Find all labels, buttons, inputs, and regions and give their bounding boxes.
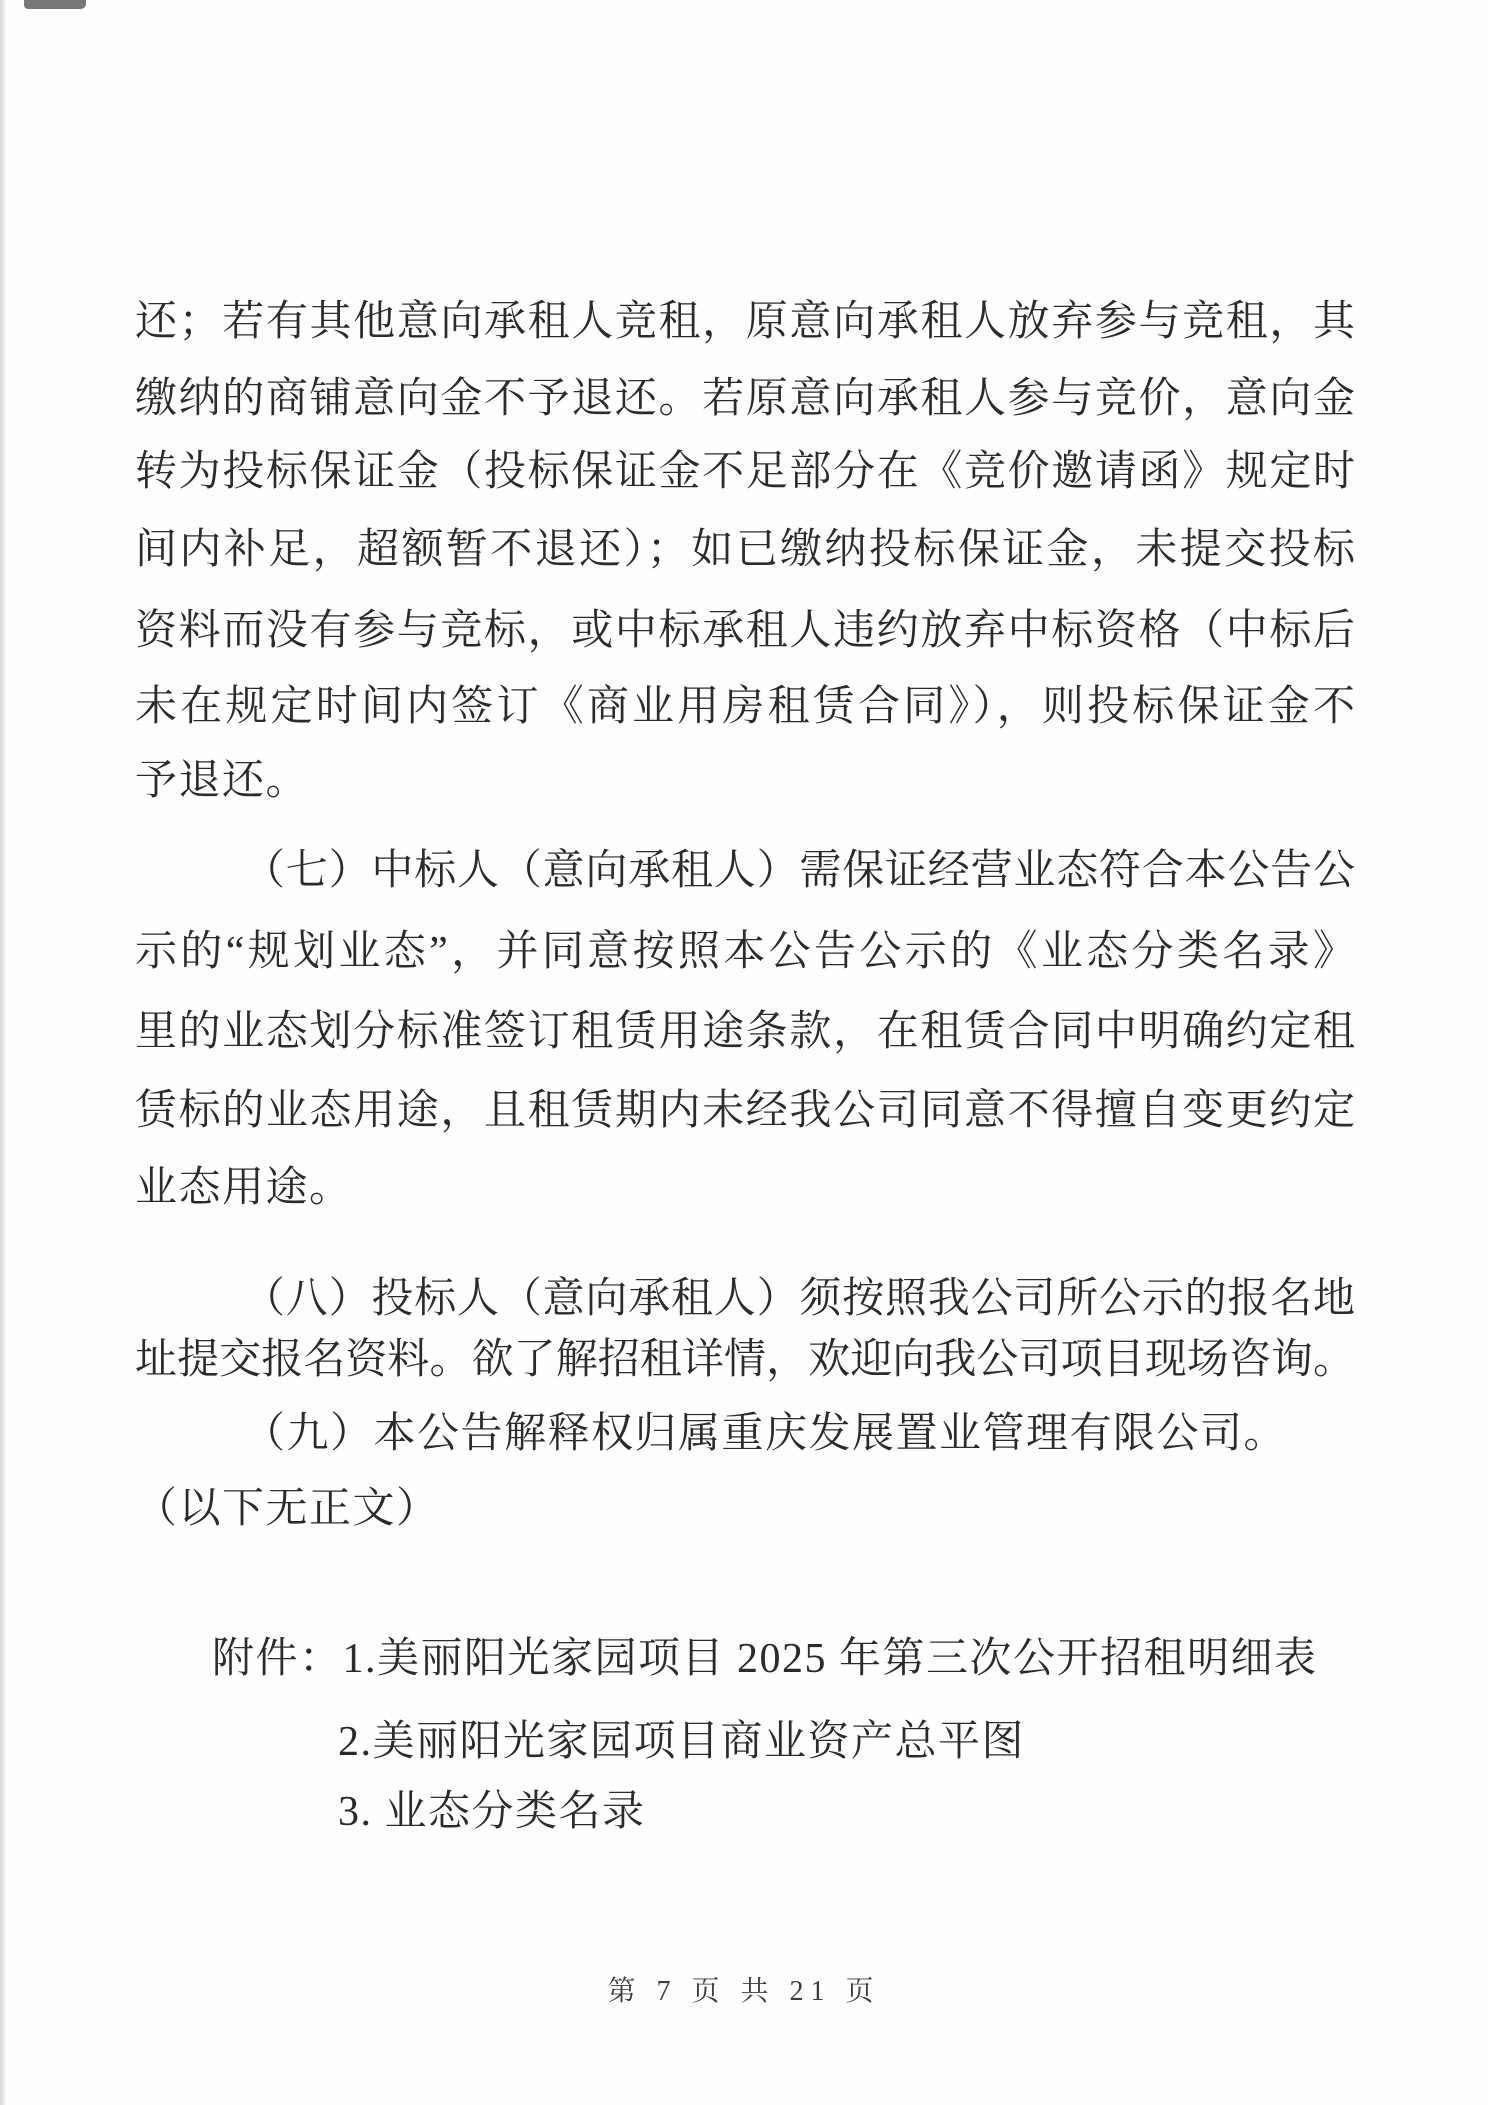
body-line: 缴纳的商铺意向金不予退还。若原意向承租人参与竞价，意向金 [135, 376, 1355, 422]
body-line: 还；若有其他意向承租人竞租，原意向承租人放弃参与竞租，其 [135, 299, 1355, 345]
page-number: 第 7 页 共 21 页 [607, 1976, 881, 2007]
body-line: 里的业态划分标准签订租赁用途条款，在租赁合同中明确约定租 [135, 1009, 1355, 1055]
scan-edge-artifact [0, 0, 7, 2105]
body-line: 转为投标保证金（投标保证金不足部分在《竞价邀请函》规定时 [135, 449, 1355, 495]
attachment-line-3: 3. 业态分类名录 [338, 1789, 646, 1835]
body-line: 址提交报名资料。欲了解招租详情，欢迎向我公司项目现场咨询。 [135, 1337, 1355, 1383]
body-line: 予退还。 [135, 758, 310, 804]
attachment-line-2: 2.美丽阳光家园项目商业资产总平图 [338, 1719, 1026, 1765]
body-line: 资料而没有参与竞标，或中标承租人违约放弃中标资格（中标后 [135, 608, 1355, 654]
body-line: 示的“规划业态”，并同意按照本公告公示的《业态分类名录》 [135, 929, 1355, 975]
body-line-paragraph-nine: （九）本公告解释权归属重庆发展置业管理有限公司。 [243, 1411, 1288, 1457]
body-line-paragraph-seven: （七）中标人（意向承租人）需保证经营业态符合本公告公 [243, 848, 1355, 894]
no-more-text-note: （以下无正文） [135, 1486, 440, 1532]
body-line-paragraph-eight: （八）投标人（意向承租人）须按照我公司所公示的报名地 [243, 1276, 1355, 1322]
body-line: 间内补足，超额暂不退还）；如已缴纳投标保证金，未提交投标 [135, 527, 1355, 573]
body-line: 业态用途。 [135, 1165, 353, 1211]
body-line: 未在规定时间内签订《商业用房租赁合同》），则投标保证金不 [135, 684, 1355, 730]
scan-smudge-artifact [24, 0, 86, 9]
body-line: 赁标的业态用途，且租赁期内未经我公司同意不得擅自变更约定 [135, 1088, 1355, 1134]
attachment-line-1: 附件：1.美丽阳光家园项目 2025 年第三次公开招租明细表 [212, 1636, 1318, 1682]
